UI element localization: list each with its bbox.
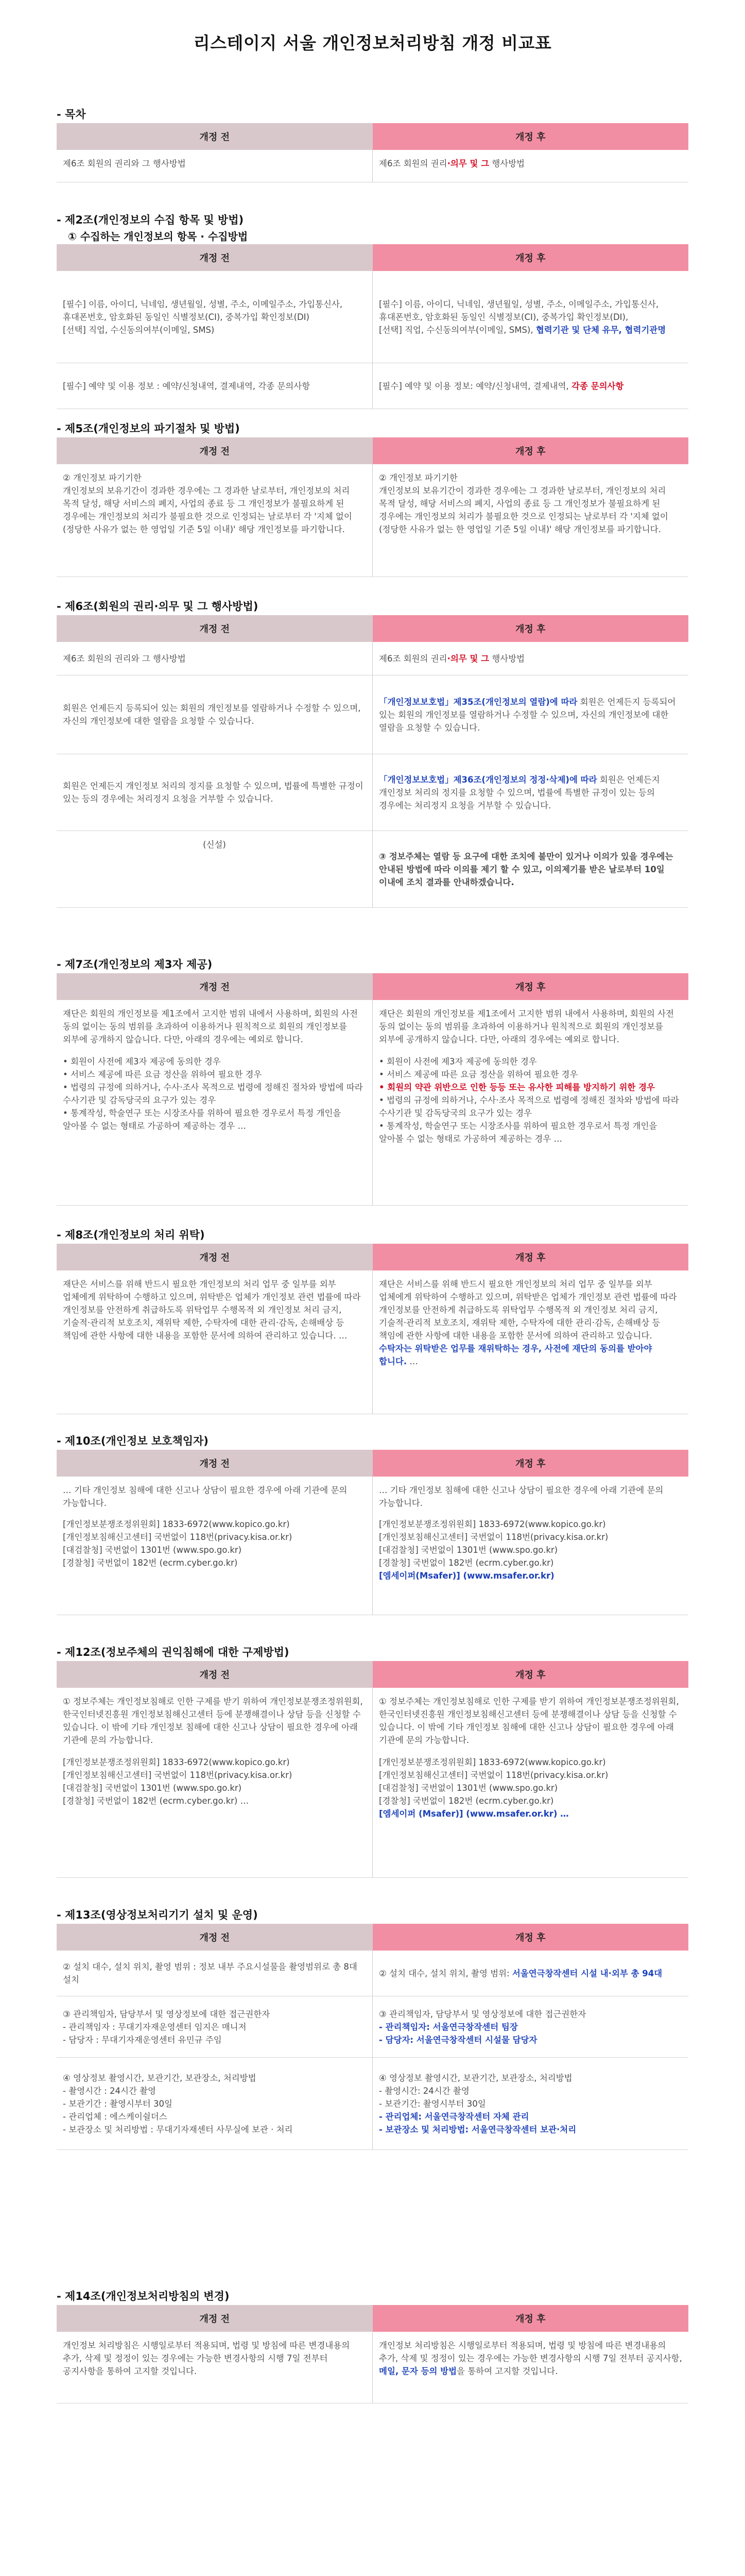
list-item: • 서비스 제공에 따른 요금 정산을 위하여 필요한 경우 (379, 1070, 578, 1079)
cell-after: ③ 정보주체는 열람 등 요구에 대한 조치에 불만이 있거나 이의가 있을 경우에는 안내된 방법에 따라 이의를 제기 할 수 있고, 이의제기를 받은 날로부터 10일 이내에 조치 결과를 안내하겠습니다. (373, 831, 689, 908)
section-heading: - 제8조(개인정보의 처리 위탁) (57, 1229, 205, 1241)
list-item: • 법령의 규정에 의하거나, 수사·조사 목적으로 법령에 정해진 절차와 방법에 따라 수사기관 및 감독당국의 요구가 있는 경우 (63, 1082, 363, 1105)
cell-after: ③ 관리책임자, 담당부서 및 영상정보에 대한 접근권한자 - 관리책임자: 서울연극창작센터 팀장 - 담당자: 서울연극창작센터 시설물 담당자 (373, 1996, 689, 2058)
comparison-table (57, 2305, 688, 2403)
cell-before: 회원은 언제든지 등록되어 있는 회원의 개인정보를 열람하거나 수정할 수 있으며, 자신의 개인정보에 대한 열람을 요청할 수 있습니다. (57, 675, 373, 754)
cell-before: (신설) (57, 831, 373, 908)
section-article-6 (57, 598, 688, 908)
cell-after: 「개인정보보호법」제36조(개인정보의 정정·삭제)에 따라 회원은 언제든지 개인정보 처리의 정지를 요청할 수 있으며, 법률에 특별한 규정이 있는 등의 경우에는 처리정지 요청을 거부할 수 있습니다. (373, 754, 689, 831)
column-header-before: 개정 전 (57, 1924, 373, 1951)
column-header-after: 개정 후 (373, 244, 689, 271)
section-toc (57, 106, 688, 182)
comparison-table (57, 123, 688, 182)
column-header-before: 개정 전 (57, 437, 373, 464)
cell-before: ① 정보주체는 개인정보침해로 인한 구제를 받기 위하여 개인정보분쟁조정위원회, 한국인터넷진흥원 개인정보침해신고센터 등에 분쟁해결이나 상담 등을 신청할 수 있습니다. 이 밖에 기타 개인정보 침해에 대한 신고나 상담이 필요한 경우에 아래 기관에 문의 가능합니다. [개인정보분쟁조정위원회] 1833-6972(www.kopico.go.kr) [개인정보침해신고센터] 국번없이 118번(privacy.kisa.or.kr) [대검찰청] 국번없이 1301번 (www.spo.go.kr) [경찰청] 국번없이 182번 (ecrm.cyber.go.kr) … (57, 1688, 373, 1878)
section-heading: - 제5조(개인정보의 파기절차 및 방법) (57, 422, 240, 435)
cell-before: 제6조 회원의 권리와 그 행사방법 (57, 642, 373, 675)
section-heading: - 제10조(개인정보 보호책임자) (57, 1435, 209, 1447)
list-item: • 통계작성, 학술연구 또는 시장조사를 위하여 필요한 경우로서 특정 개인을 알아볼 수 없는 형태로 가공하여 제공하는 경우 … (63, 1108, 341, 1131)
section-heading: - 제14조(개인정보처리방침의 변경) (57, 2290, 230, 2302)
section-article-12 (57, 1643, 688, 1878)
cell-after: 제6조 회원의 권리·의무 및 그 행사방법 (373, 150, 689, 182)
column-header-after: 개정 후 (373, 1450, 689, 1477)
cell-before: 재단은 회원의 개인정보를 제1조에서 고지한 범위 내에서 사용하며, 회원의 사전 동의 없이는 동의 범위를 초과하여 이용하거나 원칙적으로 회원의 개인정보를 외부에 공개하지 않습니다. 다만, 아래의 경우에는 예외로 합니다. • 회원이 사전에 제3자 제공에 동의한 경우 • 서비스 제공에 따른 요금 정산을 위하여 필요한 경우 • 법령의 규정에 의하거나, 수사·조사 목적으로 법령에 정해진 절차와 방법에 따라 수사기관 및 감독당국의 요구가 있는 경우 • 통계작성, 학술연구 또는 시장조사를 위하여 필요한 경우로서 특정 개인을 알아볼 수 없는 형태로 가공하여 제공하는 경우 … (57, 1000, 373, 1206)
list-item: • 회원이 사전에 제3자 제공에 동의한 경우 (379, 1057, 537, 1066)
cell-after: 개인정보 처리방침은 시행일로부터 적용되며, 법령 및 방침에 따른 변경내용의 추가, 삭제 및 정정이 있는 경우에는 가능한 변경사항의 시행 7일 전부터 공지사항, 메일, 문자 등의 방법을 통하여 고지할 것입니다. (373, 2332, 689, 2403)
section-article-10 (57, 1432, 688, 1615)
cell-before: 제6조 회원의 권리와 그 행사방법 (57, 150, 373, 182)
column-header-after: 개정 후 (373, 437, 689, 464)
cell-after: ② 개인정보 파기기한 개인정보의 보유기간이 경과한 경우에는 그 경과한 날로부터, 개인정보의 처리 목적 달성, 해당 서비스의 폐지, 사업의 종료 등 그 개인정보가 불필요하게 된 경우에는 개인정보의 처리가 불필요한 것으로 인정되는 날로부터 각 '지체 없이(정당한 사유가 없는 한 영업일 기준 5일 이내)' 해당 개인정보를 파기합니다. (373, 464, 689, 577)
document-title: 리스테이지 서울 개인정보처리방침 개정 비교표 (193, 33, 552, 53)
column-header-after: 개정 후 (373, 1924, 689, 1951)
cell-after: 「개인정보보호법」제35조(개인정보의 열람)에 따라 회원은 언제든지 등록되어 있는 회원의 개인정보를 열람하거나 수정할 수 있으며, 자신의 개인정보에 대한 열람을 요청할 수 있습니다. (373, 675, 689, 754)
cell-before: 재단은 서비스를 위해 반드시 필요한 개인정보의 처리 업무 중 일부를 외부 업체에게 위탁하여 수행하고 있으며, 위탁받은 업체가 개인정보 관련 법률에 따라 개인정보를 안전하게 취급하도록 위탁업무 수행목적 외 개인정보 처리 금지, 기술적·관리적 보호조치, 재위탁 제한, 수탁자에 대한 관리·감독, 손해배상 등 책임에 관한 사항에 대한 내용을 포함한 문서에 의하여 관리하고 있습니다. … (57, 1270, 373, 1414)
column-header-before: 개정 전 (57, 2305, 373, 2332)
section-article-14 (57, 2287, 688, 2403)
comparison-table (57, 1924, 688, 2150)
column-header-after: 개정 후 (373, 973, 689, 1000)
cell-before: [필수] 예약 및 이용 정보 : 예약/신청내역, 결제내역, 각종 문의사항 (57, 363, 373, 409)
comparison-table (57, 437, 688, 577)
section-heading: - 제13조(영상정보처리기기 설치 및 운영) (57, 1909, 258, 1921)
cell-before: ② 설치 대수, 설치 위치, 촬영 범위 : 정보 내부 주요시설물을 촬영범위로 총 8대 설치 (57, 1951, 373, 1996)
cell-after: 재단은 서비스를 위해 반드시 필요한 개인정보의 처리 업무 중 일부를 외부 업체에게 위탁하여 수행하고 있으며, 위탁받은 업체가 개인정보 관련 법률에 따라 개인정보를 안전하게 취급하도록 위탁업무 수행목적 외 개인정보 처리 금지, 기술적·관리적 보호조치, 재위탁 제한, 수탁자에 대한 관리·감독, 손해배상 등 책임에 관한 사항에 대한 내용을 포함한 문서에 의하여 관리하고 있습니다. 수탁자는 위탁받은 업무를 재위탁하는 경우, 사전에 재단의 동의를 받아야 합니다. … (373, 1270, 689, 1414)
section-article-7 (57, 956, 688, 1206)
column-header-before: 개정 전 (57, 1661, 373, 1688)
cell-before: ③ 관리책임자, 담당부서 및 영상정보에 대한 접근권한자 - 관리책임자 : 무대기자재운영센터 임지은 매니저 - 담당자 : 무대기자재운영센터 유민규 주임 (57, 1996, 373, 2058)
cell-before: ④ 영상정보 촬영시간, 보관기간, 보관장소, 처리방법 - 촬영시간 : 24시간 촬영 - 보관기간 : 촬영시부터 30일 - 관리업체 : 에스케이쉴더스 - 보관장소 및 처리방법 : 무대기자재센터 사무실에 보관 · 처리 (57, 2058, 373, 2150)
column-header-before: 개정 전 (57, 123, 373, 150)
column-header-after: 개정 후 (373, 615, 689, 642)
column-header-after: 개정 후 (373, 2305, 689, 2332)
section-article-13 (57, 1906, 688, 2150)
comparison-table (57, 244, 688, 409)
cell-after: ② 설치 대수, 설치 위치, 촬영 범위: 서울연극창작센터 시설 내·외부 총 94대 (373, 1951, 689, 1996)
section-heading: - 제6조(회원의 권리·의무 및 그 행사방법) (57, 600, 258, 613)
list-item: • 통계작성, 학술연구 또는 시장조사를 위하여 필요한 경우로서 특정 개인을 알아볼 수 없는 형태로 가공하여 제공하는 경우 … (379, 1121, 657, 1144)
section-heading: - 제12조(정보주체의 권익침해에 대한 구제방법) (57, 1646, 289, 1658)
cell-after: 재단은 회원의 개인정보를 제1조에서 고지한 범위 내에서 사용하며, 회원의 사전 동의 없이는 동의 범위를 초과하여 이용하거나 원칙적으로 회원의 개인정보를 외부에 공개하지 않습니다. 다만, 아래의 경우에는 예외로 합니다. • 회원이 사전에 제3자 제공에 동의한 경우 • 서비스 제공에 따른 요금 정산을 위하여 필요한 경우 • 회원의 약관 위반으로 인한 등등 또는 유사한 피해를 방지하기 위한 경우 • 법령의 규정에 의하거나, 수사·조사 목적으로 법령에 정해진 절차와 방법에 따라 수사기관 및 감독당국의 요구가 있는 경우 • 통계작성, 학술연구 또는 시장조사를 위하여 필요한 경우로서 특정 개인을 알아볼 수 없는 형태로 가공하여 제공하는 경우 … (373, 1000, 689, 1206)
comparison-table (57, 1661, 688, 1878)
cell-after: ① 정보주체는 개인정보침해로 인한 구제를 받기 위하여 개인정보분쟁조정위원회, 한국인터넷진흥원 개인정보침해신고센터 등에 분쟁해결이나 상담 등을 신청할 수 있습니다. 이 밖에 기타 개인정보 침해에 대한 신고나 상담이 필요한 경우에 아래 기관에 문의 가능합니다. [개인정보분쟁조정위원회] 1833-6972(www.kopico.go.kr) [개인정보침해신고센터] 국번없이 118번(privacy.kisa.or.kr) [대검찰청] 국번없이 1301번 (www.spo.go.kr) [경찰청] 국번없이 182번 (ecrm.cyber.go.kr) [엠세이퍼 (Msafer)] (www.msafer.or.kr) … (373, 1688, 689, 1878)
cell-before: [필수] 이름, 아이디, 닉네임, 생년월일, 성별, 주소, 이메일주소, 가입통신사, 휴대폰번호, 암호화된 동일인 식별정보(CI), 중복가입 확인정보(DI) [선택] 직업, 수신동의여부(이메일, SMS) (57, 271, 373, 363)
column-header-before: 개정 전 (57, 973, 373, 1000)
cell-after: ④ 영상정보 촬영시간, 보관기간, 보관장소, 처리방법 - 촬영시간: 24시간 촬영 - 보관기간: 촬영시부터 30일 - 관리업체: 서울연극창작센터 자체 관리 - 보관장소 및 처리방법: 서울연극창작센터 보관·처리 (373, 2058, 689, 2150)
cell-after: 제6조 회원의 권리·의무 및 그 행사방법 (373, 642, 689, 675)
column-header-before: 개정 전 (57, 1450, 373, 1477)
column-header-after: 개정 후 (373, 1661, 689, 1688)
comparison-table (57, 615, 688, 908)
comparison-table (57, 973, 688, 1206)
comparison-table (57, 1244, 688, 1414)
list-item: • 회원이 사전에 제3자 제공에 동의한 경우 (63, 1057, 221, 1066)
list-item: • 법령의 규정에 의하거나, 수사·조사 목적으로 법령에 정해진 절차와 방법에 따라 수사기관 및 감독당국의 요구가 있는 경우 (379, 1095, 679, 1118)
cell-before: 회원은 언제든지 개인정보 처리의 정지를 요청할 수 있으며, 법률에 특별한 규정이 있는 등의 경우에는 처리정지 요청을 거부할 수 있습니다. (57, 754, 373, 831)
section-subheading: ① 수집하는 개인정보의 항목 · 수집방법 (68, 230, 248, 243)
section-article-5 (57, 420, 688, 577)
comparison-table (57, 1450, 688, 1615)
list-item: • 회원의 약관 위반으로 인한 등등 또는 유사한 피해를 방지하기 위한 경우 (379, 1082, 655, 1092)
section-article-8 (57, 1226, 688, 1414)
cell-after: [필수] 이름, 아이디, 닉네임, 생년월일, 성별, 주소, 이메일주소, 가입통신사, 휴대폰번호, 암호화된 동일인 식별정보(CI), 중복가입 확인정보(DI), [선택] 직업, 수신동의여부(이메일, SMS), 협력기관 및 단체 유무, 협력기관명 (373, 271, 689, 363)
cell-before: ② 개인정보 파기기한 개인정보의 보유기간이 경과한 경우에는 그 경과한 날로부터, 개인정보의 처리 목적 달성, 해당 서비스의 폐지, 사업의 종료 등 그 개인정보가 불필요하게 된 경우에는 개인정보의 처리가 불필요한 것으로 인정되는 날로부터 각 '지체 없이(정당한 사유가 없는 한 영업일 기준 5일 이내)' 해당 개인정보를 파기합니다. (57, 464, 373, 577)
list-item: • 서비스 제공에 따른 요금 정산을 위하여 필요한 경우 (63, 1070, 262, 1079)
cell-before: 개인정보 처리방침은 시행일로부터 적용되며, 법령 및 방침에 따른 변경내용의 추가, 삭제 및 정정이 있는 경우에는 가능한 변경사항의 시행 7일 전부터 공지사항을 통하여 고지할 것입니다. (57, 2332, 373, 2403)
cell-after: … 기타 개인정보 침해에 대한 신고나 상담이 필요한 경우에 아래 기관에 문의 가능합니다. [개인정보분쟁조정위원회] 1833-6972(www.kopico.go.kr) [개인정보침해신고센터] 국번없이 118번(privacy.kisa.or.kr) [대검찰청] 국번없이 1301번 (www.spo.go.kr) [경찰청] 국번없이 182번 (ecrm.cyber.go.kr) [엠세이퍼(Msafer)] (www.msafer.or.kr) (373, 1477, 689, 1615)
section-heading: - 제2조(개인정보의 수집 항목 및 방법) (57, 214, 244, 226)
section-article-2 (57, 211, 688, 409)
column-header-before: 개정 전 (57, 244, 373, 271)
column-header-after: 개정 후 (373, 123, 689, 150)
section-heading: - 제7조(개인정보의 제3자 제공) (57, 958, 213, 971)
cell-after: [필수] 예약 및 이용 정보: 예약/신청내역, 결제내역, 각종 문의사항 (373, 363, 689, 409)
cell-before: … 기타 개인정보 침해에 대한 신고나 상담이 필요한 경우에 아래 기관에 문의 가능합니다. [개인정보분쟁조정위원회] 1833-6972(www.kopico.go.kr) [개인정보침해신고센터] 국번없이 118번(privacy.kisa.or.kr) [대검찰청] 국번없이 1301번 (www.spo.go.kr) [경찰청] 국번없이 182번 (ecrm.cyber.go.kr) (57, 1477, 373, 1615)
column-header-before: 개정 전 (57, 615, 373, 642)
section-heading: - 목차 (57, 108, 86, 121)
column-header-before: 개정 전 (57, 1244, 373, 1270)
column-header-after: 개정 후 (373, 1244, 689, 1270)
